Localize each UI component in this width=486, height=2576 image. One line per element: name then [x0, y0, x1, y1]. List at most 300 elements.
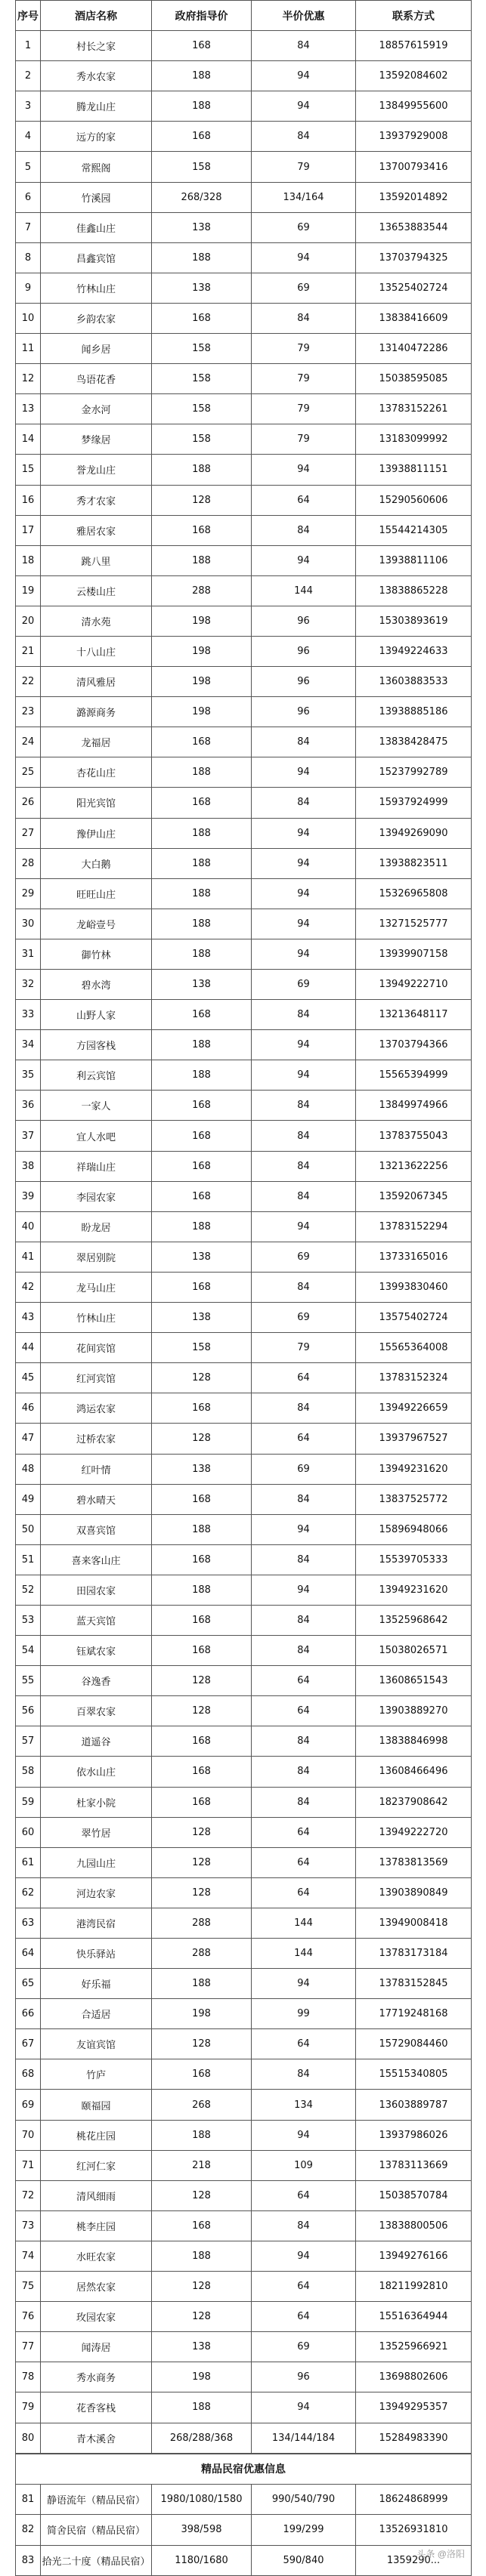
- table-row: [16, 2210, 472, 2241]
- cell-index: 39: [16, 1181, 41, 1211]
- cell-hotel-name: 佳鑫山庄: [41, 212, 152, 242]
- cell-gov-price: 168: [152, 1757, 252, 1787]
- table-row: [16, 1605, 472, 1635]
- cell-index: 8: [16, 242, 41, 273]
- table-row: [16, 727, 472, 757]
- cell-hotel-name: 闻乡居: [41, 334, 152, 364]
- table-row: [16, 91, 472, 122]
- table-row: [16, 545, 472, 575]
- cell-half-price: 69: [252, 212, 356, 242]
- table-row: [16, 2059, 472, 2090]
- table-row: [16, 1363, 472, 1393]
- cell-contact: 13938885186: [356, 697, 472, 727]
- cell-half-price: 64: [252, 485, 356, 515]
- cell-gov-price: 128: [152, 2029, 252, 2059]
- cell-index: 6: [16, 182, 41, 212]
- cell-index: 37: [16, 1121, 41, 1151]
- cell-index: 68: [16, 2059, 41, 2090]
- cell-half-price: 84: [252, 1091, 356, 1121]
- cell-half-price: 84: [252, 122, 356, 152]
- cell-index: 59: [16, 1787, 41, 1817]
- boutique-homestay-table: [15, 2454, 472, 2576]
- cell-index: 23: [16, 697, 41, 727]
- cell-hotel-name: 金水河: [41, 394, 152, 424]
- header-gov-price: 政府指导价: [152, 1, 252, 31]
- cell-hotel-name: 钰斌农家: [41, 1636, 152, 1666]
- cell-index: 43: [16, 1303, 41, 1333]
- cell-index: 55: [16, 1666, 41, 1696]
- watermark: 头条 @洛阳: [416, 2549, 465, 2559]
- cell-hotel-name: 山野人家: [41, 1000, 152, 1030]
- cell-hotel-name: 好乐福: [41, 1969, 152, 1999]
- cell-half-price: 69: [252, 1454, 356, 1484]
- cell-hotel-name: 闻涛居: [41, 2332, 152, 2362]
- table-row: [16, 242, 472, 273]
- cell-contact: 17719248168: [356, 1999, 472, 2029]
- cell-half-price: 64: [252, 1696, 356, 1726]
- cell-contact: 13575402724: [356, 1303, 472, 1333]
- cell-half-price: 64: [252, 2302, 356, 2332]
- cell-index: 14: [16, 424, 41, 455]
- cell-index: 53: [16, 1605, 41, 1635]
- cell-half-price: 990/540/790: [252, 2484, 356, 2515]
- cell-index: 10: [16, 303, 41, 333]
- cell-gov-price: 198: [152, 1999, 252, 2029]
- cell-contact: 13700793416: [356, 152, 472, 182]
- cell-gov-price: 168: [152, 727, 252, 757]
- cell-gov-price: 188: [152, 1030, 252, 1060]
- cell-contact: 13783113669: [356, 2150, 472, 2180]
- table-row: [16, 2392, 472, 2423]
- cell-index: 28: [16, 848, 41, 878]
- cell-hotel-name: 大白鹅: [41, 848, 152, 878]
- cell-index: 1: [16, 31, 41, 61]
- header-contact: 联系方式: [356, 1, 472, 31]
- cell-half-price: 64: [252, 2029, 356, 2059]
- cell-gov-price: 168: [152, 1484, 252, 1514]
- cell-contact: 1359290...: [356, 2545, 472, 2576]
- cell-gov-price: 128: [152, 1696, 252, 1726]
- table-row: [16, 485, 472, 515]
- cell-contact: 18211992810: [356, 2272, 472, 2302]
- cell-gov-price: 188: [152, 1969, 252, 1999]
- cell-hotel-name: 腾龙山庄: [41, 91, 152, 122]
- cell-gov-price: 168: [152, 1272, 252, 1302]
- cell-hotel-name: 居然农家: [41, 2272, 152, 2302]
- cell-gov-price: 128: [152, 1817, 252, 1847]
- cell-half-price: 84: [252, 1121, 356, 1151]
- cell-hotel-name: 龙马山庄: [41, 1272, 152, 1302]
- cell-contact: 13949222720: [356, 1817, 472, 1847]
- cell-hotel-name: 雅居农家: [41, 515, 152, 545]
- table-row: [16, 1908, 472, 1938]
- cell-gov-price: 198: [152, 636, 252, 666]
- cell-hotel-name: 昌鑫宾馆: [41, 242, 152, 273]
- cell-hotel-name: 阳光宾馆: [41, 788, 152, 818]
- cell-half-price: 96: [252, 606, 356, 636]
- cell-contact: 13783813569: [356, 1847, 472, 1877]
- table-row: [16, 818, 472, 848]
- cell-contact: 13838800506: [356, 2210, 472, 2241]
- cell-gov-price: 168: [152, 31, 252, 61]
- table-row: [16, 1121, 472, 1151]
- cell-half-price: 144: [252, 1908, 356, 1938]
- cell-gov-price: 288: [152, 575, 252, 606]
- cell-index: 46: [16, 1393, 41, 1424]
- cell-gov-price: 158: [152, 1333, 252, 1363]
- cell-hotel-name: 红河仁家: [41, 2150, 152, 2180]
- table-row: [16, 1181, 472, 1211]
- table-row: [16, 2423, 472, 2453]
- table-row: [16, 2150, 472, 2180]
- cell-half-price: 69: [252, 2332, 356, 2362]
- cell-contact: 15284983390: [356, 2423, 472, 2453]
- table-row: [16, 2272, 472, 2302]
- cell-hotel-name: 御竹林: [41, 939, 152, 969]
- cell-index: 51: [16, 1544, 41, 1575]
- cell-hotel-name: 竹溪园: [41, 182, 152, 212]
- cell-gov-price: 188: [152, 455, 252, 485]
- cell-index: 77: [16, 2332, 41, 2362]
- table-row: [16, 31, 472, 61]
- cell-index: 2: [16, 61, 41, 91]
- cell-half-price: 84: [252, 515, 356, 545]
- cell-contact: 13703794325: [356, 242, 472, 273]
- cell-index: 56: [16, 1696, 41, 1726]
- cell-contact: 15038570784: [356, 2180, 472, 2210]
- cell-hotel-name: 静语流年（精品民宿）: [41, 2484, 152, 2515]
- cell-half-price: 84: [252, 1151, 356, 1181]
- cell-gov-price: 128: [152, 485, 252, 515]
- table-row: [16, 1211, 472, 1242]
- table-row: [16, 1666, 472, 1696]
- cell-hotel-name: 颐福园: [41, 2090, 152, 2120]
- cell-hotel-name: 十八山庄: [41, 636, 152, 666]
- cell-hotel-name: 青木溪舍: [41, 2423, 152, 2453]
- cell-hotel-name: 碧水湾: [41, 970, 152, 1000]
- cell-gov-price: 128: [152, 1424, 252, 1454]
- cell-index: 19: [16, 575, 41, 606]
- cell-contact: 13849955600: [356, 91, 472, 122]
- cell-index: 44: [16, 1333, 41, 1363]
- cell-gov-price: 168: [152, 1544, 252, 1575]
- table-row: [16, 152, 472, 182]
- section-title: 精品民宿优惠信息: [16, 2454, 472, 2484]
- cell-index: 70: [16, 2120, 41, 2150]
- cell-half-price: 84: [252, 1181, 356, 1211]
- cell-index: 65: [16, 1969, 41, 1999]
- cell-contact: 15516364944: [356, 2302, 472, 2332]
- cell-hotel-name: 杏花山庄: [41, 757, 152, 788]
- cell-hotel-name: 清水苑: [41, 606, 152, 636]
- cell-gov-price: 168: [152, 303, 252, 333]
- cell-gov-price: 128: [152, 2180, 252, 2210]
- cell-index: 11: [16, 334, 41, 364]
- cell-gov-price: 168: [152, 1121, 252, 1151]
- cell-gov-price: 198: [152, 606, 252, 636]
- cell-hotel-name: 花香客栈: [41, 2392, 152, 2423]
- cell-hotel-name: 秀水农家: [41, 61, 152, 91]
- cell-hotel-name: 清风雅居: [41, 667, 152, 697]
- table-row: [16, 1000, 472, 1030]
- table-row: [16, 1454, 472, 1484]
- cell-index: 76: [16, 2302, 41, 2332]
- cell-gov-price: 198: [152, 667, 252, 697]
- cell-gov-price: 168: [152, 2059, 252, 2090]
- cell-half-price: 84: [252, 1000, 356, 1030]
- cell-contact: 13949295357: [356, 2392, 472, 2423]
- cell-gov-price: 158: [152, 424, 252, 455]
- table-header-row: [16, 1, 472, 31]
- cell-contact: 13783152294: [356, 1211, 472, 1242]
- cell-index: 20: [16, 606, 41, 636]
- cell-contact: 15896948066: [356, 1514, 472, 1544]
- table-row: [16, 1939, 472, 1969]
- cell-hotel-name: 桃花庄园: [41, 2120, 152, 2150]
- cell-contact: 13949231620: [356, 1575, 472, 1605]
- table-row: [16, 1757, 472, 1787]
- cell-gov-price: 138: [152, 1242, 252, 1272]
- cell-hotel-name: 双喜宾馆: [41, 1514, 152, 1544]
- special-table-row: [16, 2545, 472, 2576]
- table-row: [16, 1847, 472, 1877]
- cell-gov-price: 128: [152, 1847, 252, 1877]
- cell-index: 66: [16, 1999, 41, 2029]
- cell-contact: 13993830460: [356, 1272, 472, 1302]
- table-row: [16, 788, 472, 818]
- cell-hotel-name: 龙峪壹号: [41, 909, 152, 939]
- cell-half-price: 69: [252, 1303, 356, 1333]
- cell-contact: 15303893619: [356, 606, 472, 636]
- special-table-row: [16, 2515, 472, 2546]
- table-row: [16, 1817, 472, 1847]
- table-row: [16, 970, 472, 1000]
- cell-index: 74: [16, 2241, 41, 2271]
- cell-hotel-name: 云楼山庄: [41, 575, 152, 606]
- cell-contact: 13837525772: [356, 1484, 472, 1514]
- cell-half-price: 94: [252, 878, 356, 909]
- table-row: [16, 1999, 472, 2029]
- cell-contact: 15565394999: [356, 1060, 472, 1091]
- cell-gov-price: 138: [152, 970, 252, 1000]
- cell-hotel-name: 简舍民宿（精品民宿）: [41, 2515, 152, 2546]
- cell-hotel-name: 远方的家: [41, 122, 152, 152]
- cell-contact: 13703794366: [356, 1030, 472, 1060]
- header-hotel-name: 酒店名称: [41, 1, 152, 31]
- cell-half-price: 84: [252, 1544, 356, 1575]
- cell-half-price: 84: [252, 788, 356, 818]
- table-row: [16, 757, 472, 788]
- cell-hotel-name: 友谊宾馆: [41, 2029, 152, 2059]
- cell-gov-price: 168: [152, 1000, 252, 1030]
- cell-contact: 13213622256: [356, 1151, 472, 1181]
- cell-half-price: 199/299: [252, 2515, 356, 2546]
- cell-contact: 13783152324: [356, 1363, 472, 1393]
- cell-gov-price: 268: [152, 2090, 252, 2120]
- cell-half-price: 94: [252, 939, 356, 969]
- cell-index: 31: [16, 939, 41, 969]
- cell-contact: 15544214305: [356, 515, 472, 545]
- cell-half-price: 134/144/184: [252, 2423, 356, 2453]
- table-row: [16, 1969, 472, 1999]
- cell-half-price: 84: [252, 1393, 356, 1424]
- cell-contact: 13271525777: [356, 909, 472, 939]
- cell-hotel-name: 快乐驿站: [41, 1939, 152, 1969]
- table-row: [16, 273, 472, 303]
- table-row: [16, 1484, 472, 1514]
- cell-hotel-name: 九园山庄: [41, 1847, 152, 1877]
- cell-gov-price: 188: [152, 939, 252, 969]
- cell-hotel-name: 祥瑞山庄: [41, 1151, 152, 1181]
- cell-index: 32: [16, 970, 41, 1000]
- table-row: [16, 1696, 472, 1726]
- cell-hotel-name: 拾光二十度（精品民宿）: [41, 2545, 152, 2576]
- cell-contact: 13938811106: [356, 545, 472, 575]
- cell-half-price: 84: [252, 1757, 356, 1787]
- cell-gov-price: 168: [152, 122, 252, 152]
- cell-index: 49: [16, 1484, 41, 1514]
- cell-hotel-name: 田园农家: [41, 1575, 152, 1605]
- cell-index: 58: [16, 1757, 41, 1787]
- table-row: [16, 878, 472, 909]
- cell-index: 81: [16, 2484, 41, 2515]
- table-row: [16, 1091, 472, 1121]
- cell-half-price: 94: [252, 818, 356, 848]
- cell-half-price: 94: [252, 1060, 356, 1091]
- cell-contact: 13213648117: [356, 1000, 472, 1030]
- cell-index: 60: [16, 1817, 41, 1847]
- cell-index: 35: [16, 1060, 41, 1091]
- cell-index: 4: [16, 122, 41, 152]
- cell-hotel-name: 誉龙山庄: [41, 455, 152, 485]
- cell-hotel-name: 翠居别院: [41, 1242, 152, 1272]
- cell-contact: 13783755043: [356, 1121, 472, 1151]
- cell-hotel-name: 竹林山庄: [41, 1303, 152, 1333]
- cell-index: 9: [16, 273, 41, 303]
- cell-contact: 13949226659: [356, 1393, 472, 1424]
- cell-index: 50: [16, 1514, 41, 1544]
- cell-hotel-name: 村长之家: [41, 31, 152, 61]
- cell-contact: 13949231620: [356, 1454, 472, 1484]
- cell-gov-price: 138: [152, 273, 252, 303]
- cell-gov-price: 188: [152, 61, 252, 91]
- cell-contact: 13608466496: [356, 1757, 472, 1787]
- cell-half-price: 84: [252, 1605, 356, 1635]
- cell-gov-price: 188: [152, 2120, 252, 2150]
- table-row: [16, 1333, 472, 1363]
- table-row: [16, 1242, 472, 1272]
- table-row: [16, 606, 472, 636]
- cell-gov-price: 158: [152, 364, 252, 394]
- cell-index: 17: [16, 515, 41, 545]
- cell-contact: 13949224633: [356, 636, 472, 666]
- cell-gov-price: 188: [152, 757, 252, 788]
- cell-contact: 15539705333: [356, 1544, 472, 1575]
- cell-contact: 13525966921: [356, 2332, 472, 2362]
- cell-hotel-name: 港湾民宿: [41, 1908, 152, 1938]
- cell-half-price: 134/164: [252, 182, 356, 212]
- cell-gov-price: 168: [152, 2210, 252, 2241]
- cell-half-price: 144: [252, 575, 356, 606]
- cell-contact: 13838428475: [356, 727, 472, 757]
- cell-index: 34: [16, 1030, 41, 1060]
- cell-hotel-name: 竹庐: [41, 2059, 152, 2090]
- cell-index: 67: [16, 2029, 41, 2059]
- cell-contact: 18624868999: [356, 2484, 472, 2515]
- cell-half-price: 94: [252, 1211, 356, 1242]
- cell-contact: 13949008418: [356, 1908, 472, 1938]
- cell-gov-price: 158: [152, 334, 252, 364]
- cell-gov-price: 138: [152, 1454, 252, 1484]
- table-row: [16, 61, 472, 91]
- cell-gov-price: 288: [152, 1908, 252, 1938]
- table-row: [16, 1393, 472, 1424]
- table-row: [16, 1726, 472, 1757]
- cell-contact: 15937924999: [356, 788, 472, 818]
- cell-contact: 13949269090: [356, 818, 472, 848]
- cell-gov-price: 128: [152, 1877, 252, 1908]
- table-row: [16, 334, 472, 364]
- cell-hotel-name: 过桥农家: [41, 1424, 152, 1454]
- cell-gov-price: 168: [152, 1393, 252, 1424]
- table-row: [16, 122, 472, 152]
- cell-contact: 13838416609: [356, 303, 472, 333]
- cell-contact: 13592067345: [356, 1181, 472, 1211]
- cell-gov-price: 268/328: [152, 182, 252, 212]
- table-row: [16, 424, 472, 455]
- cell-contact: 18857615919: [356, 31, 472, 61]
- cell-half-price: 84: [252, 303, 356, 333]
- cell-contact: 13140472286: [356, 334, 472, 364]
- cell-contact: 13526931810: [356, 2515, 472, 2546]
- table-row: [16, 909, 472, 939]
- cell-index: 41: [16, 1242, 41, 1272]
- cell-gov-price: 188: [152, 1514, 252, 1544]
- cell-gov-price: 198: [152, 697, 252, 727]
- cell-hotel-name: 旺旺山庄: [41, 878, 152, 909]
- cell-gov-price: 128: [152, 1666, 252, 1696]
- cell-contact: 13603889787: [356, 2090, 472, 2120]
- table-row: [16, 2332, 472, 2362]
- cell-hotel-name: 水旺农家: [41, 2241, 152, 2271]
- cell-hotel-name: 杜家小院: [41, 1787, 152, 1817]
- cell-index: 62: [16, 1877, 41, 1908]
- cell-index: 7: [16, 212, 41, 242]
- cell-half-price: 94: [252, 455, 356, 485]
- cell-half-price: 69: [252, 273, 356, 303]
- cell-index: 83: [16, 2545, 41, 2576]
- cell-gov-price: 1980/1080/1580: [152, 2484, 252, 2515]
- table-row: [16, 667, 472, 697]
- cell-gov-price: 188: [152, 91, 252, 122]
- cell-gov-price: 168: [152, 788, 252, 818]
- cell-gov-price: 168: [152, 1787, 252, 1817]
- cell-index: 61: [16, 1847, 41, 1877]
- cell-half-price: 64: [252, 1424, 356, 1454]
- cell-half-price: 144: [252, 1939, 356, 1969]
- cell-index: 75: [16, 2272, 41, 2302]
- cell-contact: 13949276166: [356, 2241, 472, 2271]
- special-table-row: [16, 2484, 472, 2515]
- cell-contact: 13592084602: [356, 61, 472, 91]
- table-row: [16, 2090, 472, 2120]
- cell-contact: 18237908642: [356, 1787, 472, 1817]
- cell-contact: 15290560606: [356, 485, 472, 515]
- cell-contact: 13783173184: [356, 1939, 472, 1969]
- cell-contact: 13939907158: [356, 939, 472, 969]
- cell-gov-price: 198: [152, 2362, 252, 2392]
- cell-half-price: 64: [252, 1877, 356, 1908]
